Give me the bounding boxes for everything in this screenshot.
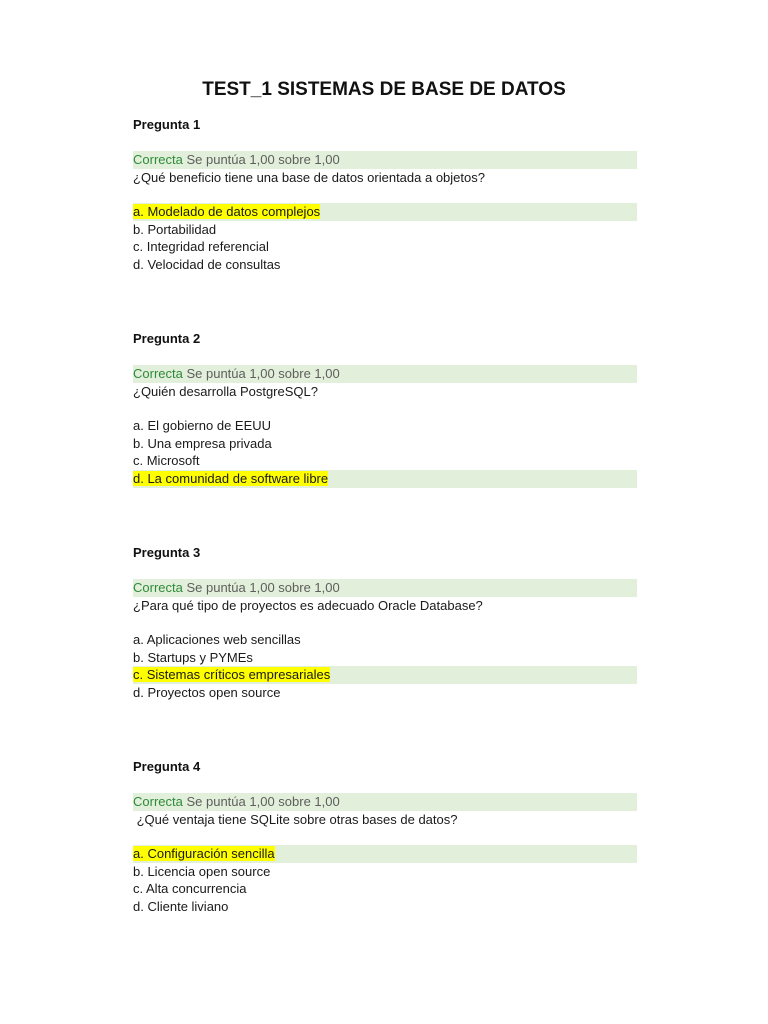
answer-option bbox=[133, 221, 637, 239]
question-status-bar bbox=[133, 151, 637, 169]
question-prompt: ¿Qué ventaja tiene SQLite sobre otras bases de datos? bbox=[133, 811, 458, 827]
answer-option-text: c. Integridad referencial bbox=[133, 239, 269, 255]
answer-option-text: a. El gobierno de EEUU bbox=[133, 418, 272, 434]
answer-option-text: b. Licencia open source bbox=[133, 863, 271, 879]
question-status-bar bbox=[133, 365, 637, 383]
answer-option-text: c. Microsoft bbox=[133, 453, 200, 469]
answer-option bbox=[133, 435, 637, 453]
answer-option-selected bbox=[133, 666, 637, 684]
answer-option-text: c. Sistemas críticos empresariales bbox=[133, 667, 331, 683]
answer-option bbox=[133, 649, 637, 667]
status-label: Correcta bbox=[133, 580, 183, 595]
question-status-bar bbox=[133, 579, 637, 597]
answer-option bbox=[133, 863, 637, 881]
question-prompt: ¿Para qué tipo de proyectos es adecuado Oracle Database? bbox=[133, 597, 483, 613]
question-heading: Pregunta 1 bbox=[133, 117, 201, 132]
answer-option-selected bbox=[133, 203, 637, 221]
question-heading: Pregunta 2 bbox=[133, 331, 201, 346]
score-text: Se puntúa 1,00 sobre 1,00 bbox=[186, 366, 340, 381]
answer-option-text: b. Portabilidad bbox=[133, 221, 217, 237]
question-4 bbox=[133, 758, 637, 916]
score-text: Se puntúa 1,00 sobre 1,00 bbox=[186, 794, 340, 809]
question-heading: Pregunta 3 bbox=[133, 545, 201, 560]
question-2 bbox=[133, 330, 637, 488]
answer-option-text: c. Alta concurrencia bbox=[133, 881, 247, 897]
question-prompt: ¿Quién desarrolla PostgreSQL? bbox=[133, 383, 318, 399]
answer-option-text: a. Configuración sencilla bbox=[133, 846, 275, 862]
answer-option bbox=[133, 684, 637, 702]
answer-option-text: b. Una empresa privada bbox=[133, 435, 272, 451]
answer-option-text: d. Cliente liviano bbox=[133, 898, 229, 914]
question-1 bbox=[133, 116, 637, 274]
question-3 bbox=[133, 544, 637, 702]
answer-option bbox=[133, 880, 637, 898]
answer-option bbox=[133, 452, 637, 470]
status-label: Correcta bbox=[133, 152, 183, 167]
answer-option bbox=[133, 256, 637, 274]
answer-option-text: d. Proyectos open source bbox=[133, 684, 281, 700]
answer-option bbox=[133, 631, 637, 649]
score-text: Se puntúa 1,00 sobre 1,00 bbox=[186, 152, 340, 167]
answer-option bbox=[133, 417, 637, 435]
question-prompt: ¿Qué beneficio tiene una base de datos orientada a objetos? bbox=[133, 169, 485, 185]
answer-option bbox=[133, 238, 637, 256]
answer-option-text: d. La comunidad de software libre bbox=[133, 470, 329, 486]
status-label: Correcta bbox=[133, 794, 183, 809]
question-status-bar bbox=[133, 793, 637, 811]
status-label: Correcta bbox=[133, 366, 183, 381]
answer-option-text: a. Aplicaciones web sencillas bbox=[133, 632, 301, 648]
answer-option-selected bbox=[133, 470, 637, 488]
answer-option-text: d. Velocidad de consultas bbox=[133, 256, 281, 272]
answer-option-selected bbox=[133, 845, 637, 863]
score-text: Se puntúa 1,00 sobre 1,00 bbox=[186, 580, 340, 595]
answer-option bbox=[133, 898, 637, 916]
question-heading: Pregunta 4 bbox=[133, 759, 201, 774]
document-title: TEST_1 SISTEMAS DE BASE DE DATOS bbox=[202, 79, 566, 100]
answer-option-text: b. Startups y PYMEs bbox=[133, 649, 253, 665]
answer-option-text: a. Modelado de datos complejos bbox=[133, 204, 321, 220]
